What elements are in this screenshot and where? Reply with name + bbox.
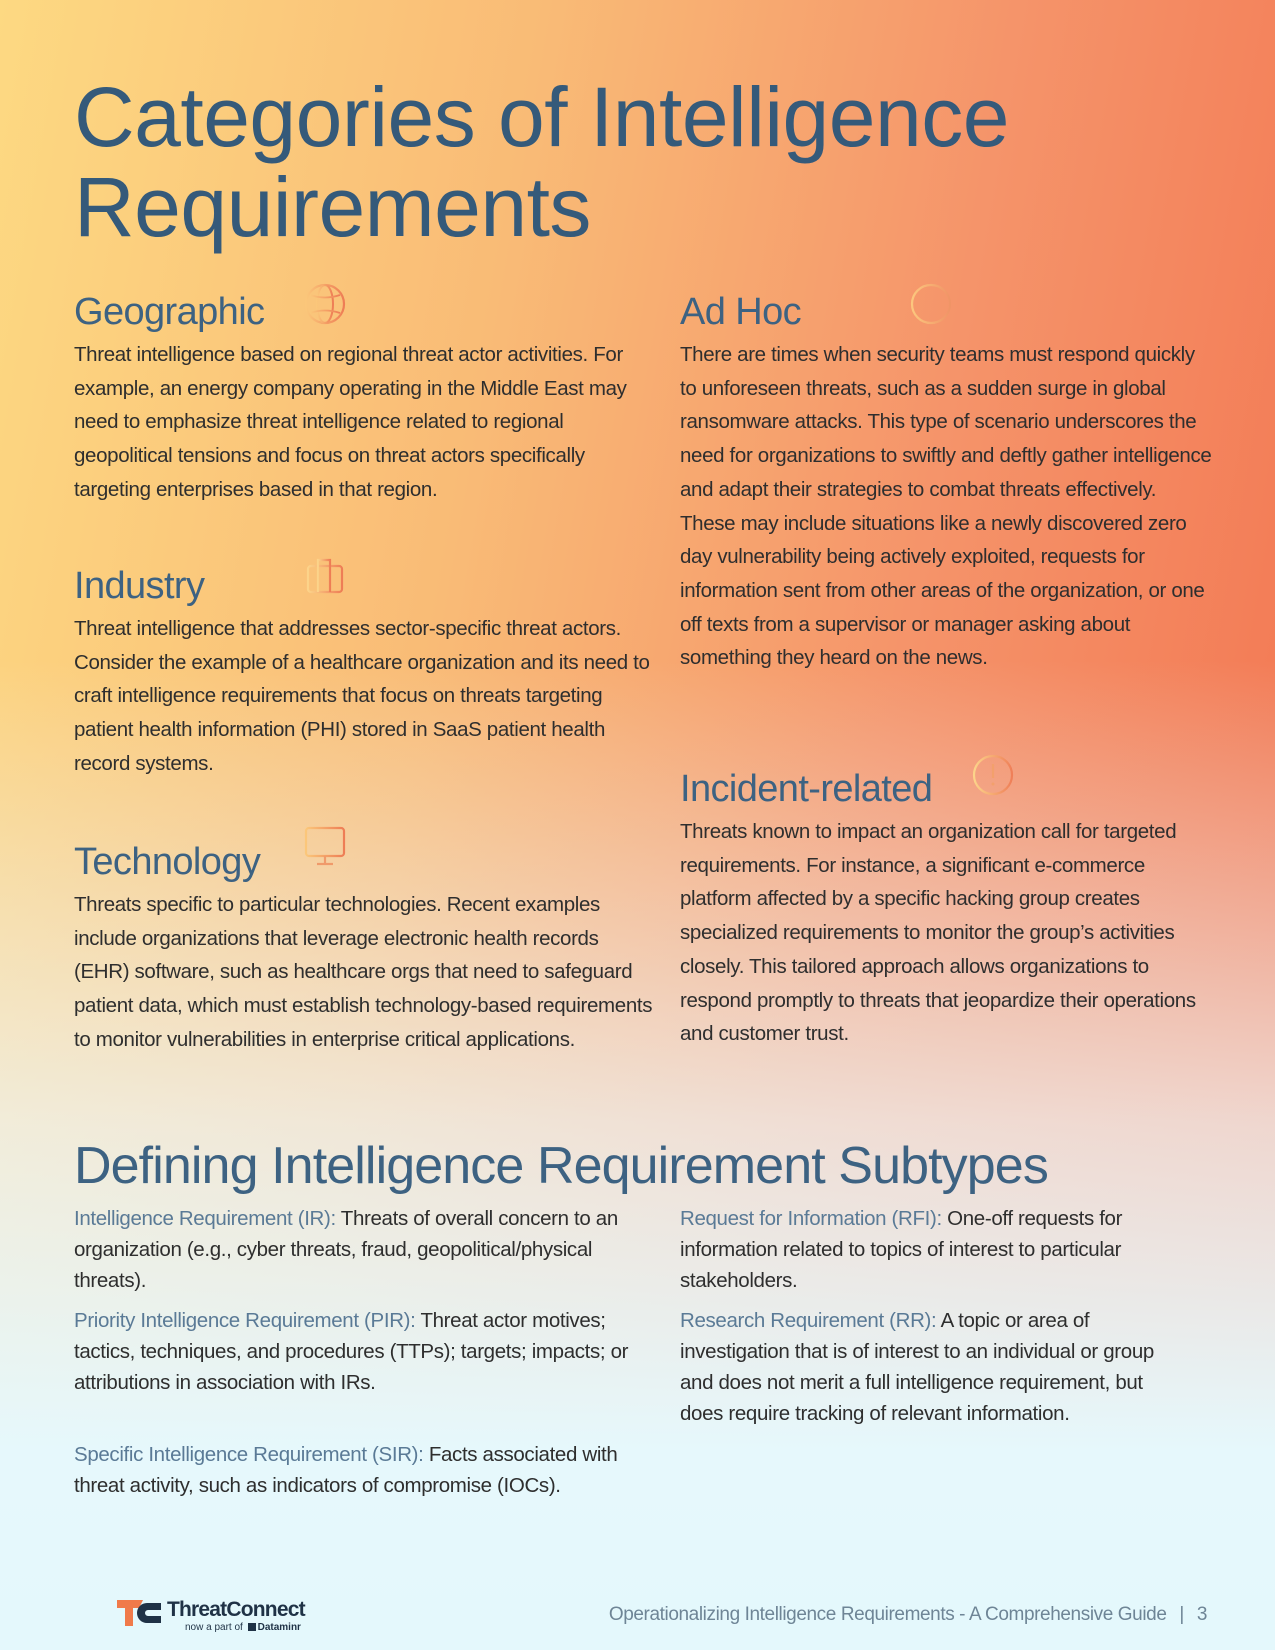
section-incident xyxy=(680,765,1215,1051)
threatconnect-mark-icon xyxy=(117,1600,167,1626)
subtype-desc: One-off requests for information related to topics of interest to particular stakeholders. xyxy=(680,1207,1123,1292)
section-body-incident: Threats known to impact an organization call for targeted requirements. For instance, a significant e-commerce platform affected by a specific hacking group creates specialized requirements to monitor the group’s activities closely. This tailored approach allows organizations to respond promptly to threats that jeopardize their operations and customer trust. xyxy=(680,820,1196,1046)
briefcase-icon xyxy=(302,552,348,598)
subtypes-left-column xyxy=(74,1203,634,1501)
monitor-icon xyxy=(302,824,348,870)
logo-tagline xyxy=(185,1622,301,1633)
section-geographic xyxy=(74,288,654,507)
page-title xyxy=(74,72,1224,252)
subtype-sir xyxy=(74,1439,634,1501)
section-title-adhoc: Ad Hoc xyxy=(680,291,802,333)
subtype-desc: A topic or area of investigation that is of interest to an individual or group and does not merit a full intelligence requirement, but does require tracking of relevant information. xyxy=(680,1309,1154,1425)
subtype-rfi xyxy=(680,1203,1180,1296)
subtypes-right-column xyxy=(680,1203,1180,1429)
threatconnect-logo xyxy=(117,1598,327,1638)
section-body-adhoc: There are times when security teams must respond quickly to unforeseen threats, such as a sudden surge in global ransomware attacks. This type of scenario underscores the need for organizations to swiftly and deftly gather intelligence and adapt their strategies to combat threats effectively. These may include situations like a newly discovered zero day vulnerability being actively exploited, requests for information sent from other areas of the organization, or one off texts from a supervisor or manager asking about something they heard on the news. xyxy=(680,343,1212,670)
subtype-rr xyxy=(680,1305,1180,1429)
subtype-ir xyxy=(74,1203,634,1296)
section-industry xyxy=(74,562,654,781)
clock-icon xyxy=(908,281,954,327)
subtype-desc: Threat actor motives; tactics, techniques, and procedures (TTPs); targets; impacts; or attributions in association with IRs. xyxy=(74,1309,629,1394)
tagline-text: now a part of xyxy=(185,1622,243,1633)
footer-guide-info xyxy=(609,1604,1207,1626)
subtype-term: Research Requirement (RR): xyxy=(680,1309,937,1332)
subtype-desc: Facts associated with threat activity, such as indicators of compromise (IOCs). xyxy=(74,1443,618,1497)
section-body-industry: Threat intelligence that addresses sector-specific threat actors. Consider the example of a healthcare organization and its need to craft intelligence requirements that focus on threats targeting patient health information (PHI) stored in SaaS patient health record systems. xyxy=(74,617,650,775)
section-technology xyxy=(74,838,654,1057)
logo-wordmark: ThreatConnect xyxy=(167,1598,305,1621)
partner-name: Dataminr xyxy=(257,1622,301,1633)
footer-separator: | xyxy=(1179,1604,1184,1625)
title-line-2: Requirements xyxy=(74,160,591,254)
page-number: 3 xyxy=(1196,1604,1207,1625)
section-title-technology: Technology xyxy=(74,841,261,883)
dataminr-icon xyxy=(248,1623,256,1631)
subtypes-title: Defining Intelligence Requirement Subtypes xyxy=(74,1137,1048,1195)
section-body-geographic: Threat intelligence based on regional threat actor activities. For example, an energy company operating in the Middle East may need to emphasize threat intelligence related to regional geopolitical tensions and focus on threat actors specifically targeting enterprises based in that region. xyxy=(74,343,627,501)
section-adhoc xyxy=(680,288,1215,675)
subtype-pir xyxy=(74,1305,634,1398)
subtype-term: Intelligence Requirement (IR): xyxy=(74,1207,336,1230)
globe-icon xyxy=(302,281,348,327)
subtype-term: Specific Intelligence Requirement (SIR): xyxy=(74,1443,424,1466)
alert-circle-icon xyxy=(970,752,1016,798)
section-body-technology: Threats specific to particular technologies. Recent examples include organizations that leverage electronic health records (EHR) software, such as healthcare orgs that need to safeguard patient data, which must establish technology-based requirements to monitor vulnerabilities in enterprise critical applications. xyxy=(74,893,653,1051)
title-line-1: Categories of Intelligence xyxy=(74,70,1009,164)
subtype-term: Request for Information (RFI): xyxy=(680,1207,942,1230)
guide-title: Operationalizing Intelligence Requirements - A Comprehensive Guide xyxy=(608,1604,1167,1625)
subtype-term: Priority Intelligence Requirement (PIR): xyxy=(74,1309,416,1332)
subtype-desc: Threats of overall concern to an organization (e.g., cyber threats, fraud, geopolitical/physical threats). xyxy=(74,1207,618,1292)
section-title-incident: Incident-related xyxy=(680,768,933,810)
section-title-geographic: Geographic xyxy=(74,291,265,333)
section-title-industry: Industry xyxy=(74,565,205,607)
